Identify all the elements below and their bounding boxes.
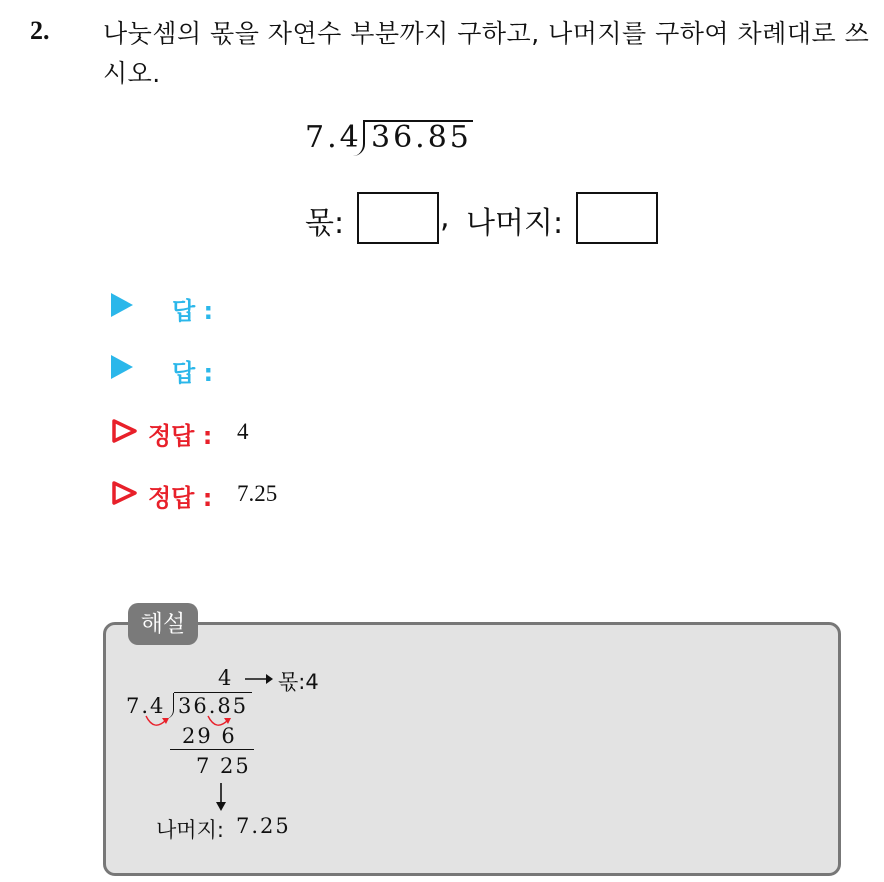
dividend: 36.85 — [371, 120, 472, 155]
solution-divisor: 7.4 — [126, 694, 166, 718]
correct-arrow-icon — [111, 418, 139, 444]
correct-label-2: 정답 : — [148, 484, 213, 512]
answer-arrow-icon — [111, 293, 133, 317]
solution-tag: 해설 — [128, 603, 198, 645]
answer-label-2: 답 : — [172, 359, 214, 387]
solution-quotient-digit: 4 — [218, 666, 234, 690]
remainder-label: 나머지: — [466, 206, 564, 241]
correct-arrow-icon — [111, 480, 139, 506]
correct-value-1: 4 — [237, 419, 249, 444]
question-text: 나눗셈의 몫을 자연수 부분까지 구하고, 나머지를 구하여 차례대로 쓰시오. — [103, 19, 870, 88]
quotient-arrow-icon — [244, 672, 274, 686]
remainder-arrow-icon — [214, 782, 228, 812]
long-division — [305, 118, 485, 162]
solution-vinculum — [174, 692, 252, 693]
remainder-box[interactable] — [576, 192, 658, 244]
divisor: 7.4 — [305, 120, 362, 155]
separator: , — [440, 200, 450, 235]
solution-subtract-line — [170, 749, 254, 750]
solution-subtract: 29 6 — [182, 724, 237, 748]
quotient-label: 몫: — [305, 206, 345, 241]
answer-arrow-icon — [111, 355, 133, 379]
solution-remainder-digits: 7 25 — [196, 754, 251, 778]
answer-label-1: 답 : — [172, 297, 214, 325]
quotient-box[interactable] — [357, 192, 439, 244]
solution-quotient-result: 몫:4 — [278, 670, 319, 694]
solution-dividend: 36.85 — [178, 694, 249, 718]
question-number: 2. — [30, 16, 50, 45]
solution-remainder-label: 나머지: — [156, 818, 224, 842]
correct-value-2: 7.25 — [237, 481, 278, 506]
correct-label-1: 정답 : — [148, 422, 213, 450]
division-bracket — [353, 120, 365, 156]
solution-remainder-value: 7.25 — [236, 814, 291, 838]
